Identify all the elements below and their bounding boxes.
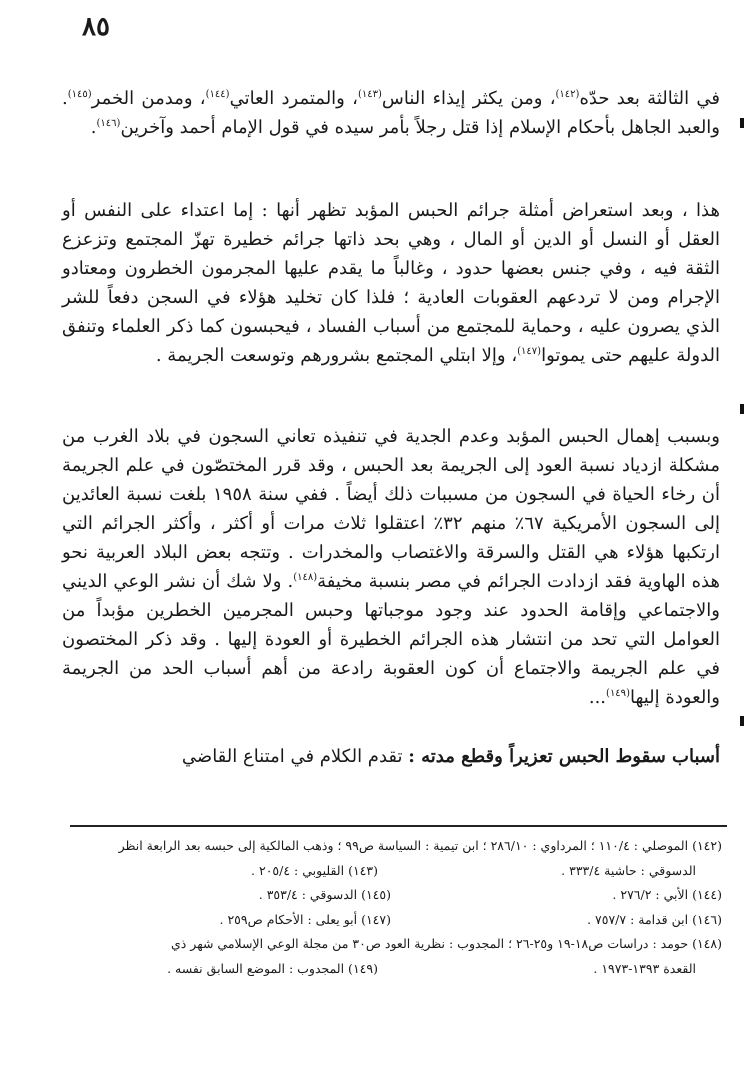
section-heading: [62, 742, 720, 772]
footnote-ref: (١٤٧): [517, 346, 542, 357]
paragraph-3: وبسبب إهمال الحبس المؤبد وعدم الجدية في تنفيذه تعاني السجون في بلاد الغرب من مشكلة ازدياد نسبة العود إلى الجريمة بعد الحبس ، وقد قرر المختصّون في علم الجريمة أن رخاء الحياة في السجون من مسببات ذلك أيضاً . ففي سنة ١٩٥٨ بلغت نسبة العائدين إلى السجون الأمريكية ٦٧٪ منهم ٣٢٪ اعتقلوا ثلاث مرات أو أكثر ، وأكثر الجرائم التي ارتكبها هؤلاء هي القتل والسرقة والاغتصاب والمخدرات . وتتجه بعض البلاد العربية نحو هذه الهاوية فقد ازدادت الجرائم في مصر بنسبة مخيفة$^{(١٤٨)}$. ولا شك أن نشر الوعي الديني والاجتماعي وإقامة الحدود عند وجود موجباتها وحبس المجرمين الخطرين مؤبداً من العوامل التي تحد من انتشار هذه الجرائم الخطيرة أو العودة إليها . وقد ذكر المختصون في علم الجريمة والاجتماع أن كون العقوبة رادعة من أهم أسباب الحد من الجريمة والعودة إليها$^{(١٤٩)}$...: [62, 426, 720, 708]
paragraph-2: هذا ، وبعد استعراض أمثلة جرائم الحبس المؤبد تظهر أنها : إما اعتداء على النفس أو العقل أو النسل أو الدين أو المال ، وهي بحد ذاتها جرائم خطيرة تهزّ المجتمع وتزعزع الثقة فيه ، وفي جنس بعضها حدود ، وغالباً ما يقدم عليها المجرمون الخطرون ومعتادو الإجرام ومن لا تردعهم العقوبات العادية ؛ فلذا كان تخليد هؤلاء في السجن دفعاً للشر الذي يصرون عليه ، وحماية للمجتمع من أسباب الفساد ، فيحبسون كما ذكر العلماء وتنفق الدولة عليهم حتى يموتوا$^{(١٤٧)}$، وإلا ابتلي المجتمع بشرورهم وتوسعت الجريمة .: [62, 200, 720, 366]
footnote-142-cont: الدسوقي : حاشية ٣٣٣/٤ .: [561, 862, 696, 878]
footnotes: [60, 834, 722, 981]
scan-edge-mark: [740, 404, 744, 414]
section-heading-bold: أسباب سقوط الحبس تعزيراً وقطع مدته :: [408, 746, 720, 767]
scan-edge-mark: [740, 716, 744, 726]
footnote-148-cont: القعدة ١٣٩٣-١٩٧٣ .: [593, 960, 696, 976]
footnote-149: (١٤٩) المجدوب : الموضع السابق نفسه .: [167, 960, 378, 976]
paragraph-1: في الثالثة بعد حدّه$^{(١٤٢)}$، ومن يكثر إيذاء الناس$^{(١٤٣)}$، والمتمرد العاتي$^{(١٤٤)}$، ومدمن الخمر$^{(١٤٥)}$. والعبد الجاهل بأحكام الإسلام إذا قتل رجلاً بأمر سيده في قول الإمام أحمد وآخرين$^{(١٤٦)}$.: [62, 88, 721, 138]
footnote-147: (١٤٧) أبو يعلى : الأحكام ص٢٥٩ .: [219, 911, 391, 927]
footnote-144: (١٤٤) الأبي : ٢٧٦/٢ .: [612, 887, 722, 902]
footnote-row: [60, 859, 722, 884]
footnote-row: [60, 957, 722, 982]
footnote-row: [60, 908, 722, 933]
footnote-row: [60, 932, 722, 957]
section-heading-text: تقدم الكلام في امتناع القاضي: [181, 746, 409, 767]
scan-edge-mark: [740, 118, 744, 128]
footnote-145: (١٤٥) الدسوقي : ٣٥٣/٤ .: [258, 887, 391, 902]
footnote-ref: (١٤٥): [67, 89, 92, 100]
footnote-ref: (١٤٦): [96, 118, 121, 129]
footnote-148: (١٤٨) حومد : دراسات ص١٨-١٩ و٢٥-٢٦ ؛ المجدوب : نظرية العود ص٣٠ من مجلة الوعي الإسلامي شهر ذي: [170, 936, 722, 951]
footnote-ref: (١٤٢): [555, 89, 580, 100]
footnote-separator: [70, 825, 727, 827]
page-number: ٨٥: [82, 12, 110, 42]
footnote-ref: (١٤٣): [357, 89, 382, 100]
footnote-row: [60, 883, 722, 908]
footnote-ref: (١٤٤): [205, 89, 230, 100]
footnote-row: [60, 834, 722, 859]
footnote-ref: (١٤٨): [293, 572, 318, 583]
footnote-142: (١٤٢) الموصلي : ١١٠/٤ ؛ المرداوي : ٢٨٦/١٠ ؛ ابن تيمية : السياسة ص٩٩ ؛ وذهب المالكية إلى حبسه بعد الرابعة انظر: [118, 838, 722, 853]
footnote-146: (١٤٦) ابن قدامة : ٧٥٧/٧ .: [587, 911, 722, 927]
footnote-143: (١٤٣) القليوبي : ٢٠٥/٤ .: [251, 862, 378, 878]
footnote-ref: (١٤٩): [606, 688, 630, 699]
